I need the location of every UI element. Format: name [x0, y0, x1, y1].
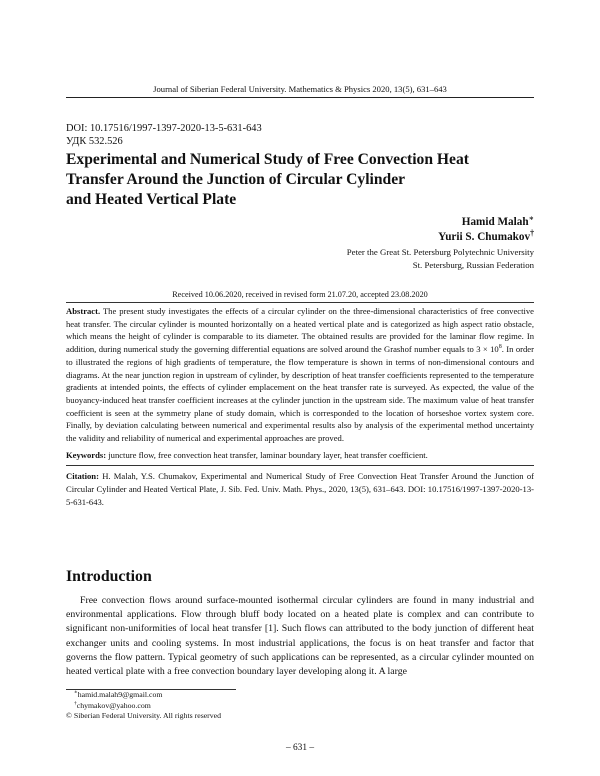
footnote-2-mark: † — [74, 699, 77, 706]
footnote-2-email: chymakov@yahoo.com — [76, 700, 151, 710]
page-number: – 631 – — [285, 743, 315, 753]
author-1-mark: ∗ — [528, 213, 534, 223]
abstract-top-rule — [66, 302, 534, 303]
abstract-bottom-rule — [66, 465, 534, 466]
affiliation-line-2: St. Petersburg, Russian Federation — [412, 260, 534, 270]
section-heading-introduction: Introduction — [66, 568, 152, 585]
abstract-exponent: 8 — [498, 344, 502, 351]
author-2 — [438, 230, 534, 245]
citation-label: Citation: — [66, 471, 99, 482]
authors — [438, 215, 534, 245]
header-rule — [66, 97, 534, 98]
footnote-1 — [66, 690, 221, 701]
footnote-1-email: hamid.malah9@gmail.com — [77, 690, 163, 699]
abstract-label: Abstract. — [66, 306, 101, 316]
paper-title — [66, 150, 536, 210]
title-line-3: and Heated Vertical Plate — [66, 191, 237, 208]
footnote-2 — [66, 701, 221, 712]
author-2-mark: † — [530, 228, 534, 238]
abstract — [66, 305, 534, 445]
author-1-name: Hamid Malah — [461, 216, 529, 228]
running-head: Journal of Siberian Federal University. Mathematics & Physics 2020, 13(5), 631–643 — [153, 84, 447, 94]
doi: DOI: 10.17516/1997-1397-2020-13-5-631-643 — [66, 123, 262, 134]
footnote-1-mark: ∗ — [74, 689, 78, 696]
affiliation-line-1: Peter the Great St. Petersburg Polytechnic University — [346, 247, 534, 257]
keywords — [66, 449, 534, 462]
abstract-text-a: The present study investigates the effects of a circular cylinder on the three-dimensional characteristics of free convective heat transfer. The circular cylinder is mounted horizontally on a heated vertical plate and is categorized as high aspect ratio obstacle, which means the height of cylinder is comparable to its diameter. The obtained results are provided for the laminar flow regime. In addition, during numerical study the governing differential equations are solved around the Grashof number equals to 3 × 10 — [66, 306, 534, 355]
doi-block — [66, 122, 262, 148]
affiliation — [347, 246, 534, 272]
keywords-text: juncture flow, free convection heat transfer, laminar boundary layer, heat transfer coefficient. — [108, 449, 428, 460]
abstract-block — [66, 305, 534, 513]
author-2-name: Yurii S. Chumakov — [438, 231, 531, 243]
footnotes — [66, 690, 221, 722]
title-line-1: Experimental and Numerical Study of Free Convection Heat — [66, 151, 469, 168]
abstract-text-b: . In order to illustrated the regions of high gradients of temperature, the flow temperature is shown in terms of non-dimensional contours and diagrams. At the near junction region in upstream of cylinder, by description of heat transfer coefficients represented to the temperature gradients at intended points, the effects of cylinder emplacement on the heat transfer rate is surveyed. As expected, the value of the buoyancy-induced heat transfer coefficient increases at the cylinder junction in the upstream side. The maximum value of heat transfer coefficient is seen at the symmetry plane of study domain, which is corresponded to the location of horseshoe vortex system core. Finally, by deviation calculating between numerical and experimental results also by analysis of the experimental method uncertainty the validity and reliability of numerical and experimental approaches are proved. — [66, 344, 534, 444]
author-1 — [438, 215, 534, 230]
udk: УДК 532.526 — [66, 136, 123, 147]
keywords-label: Keywords: — [66, 449, 107, 460]
citation-text: H. Malah, Y.S. Chumakov, Experimental and Numerical Study of Free Convection Heat Transfer Around the Junction of Circular Cylinder and Heated Vertical Plate, J. Sib. Fed. Univ. Math. Phys., 2020, 13(5), 631–643. DOI: 10.17516/1997-1397-2020-13-5-631-643. — [66, 471, 534, 507]
citation — [66, 470, 534, 508]
introduction-paragraph: Free convection flows around surface-mounted isothermal circular cylinders are found in many industrial and environmental applications. Flow through bluff body located on a heated plate is complex and can contribute to significant non-uniformities of local heat transfer [1]. Such flows can attributed to the body junction of different heat exchanger units and cooling systems. In most industrial applications, the focus is on heat transfer and factor that governs the flow pattern. Typical geometry of such applications can be represented, as a circular cylinder mounted on heated vertical plate with a free convection boundary layer developing along it. A large — [66, 595, 534, 678]
title-line-2: Transfer Around the Junction of Circular Cylinder — [66, 171, 406, 188]
copyright: © Siberian Federal University. All rights reserved — [66, 711, 222, 720]
received-dates: Received 10.06.2020, received in revised form 21.07.20, accepted 23.08.2020 — [172, 290, 428, 299]
